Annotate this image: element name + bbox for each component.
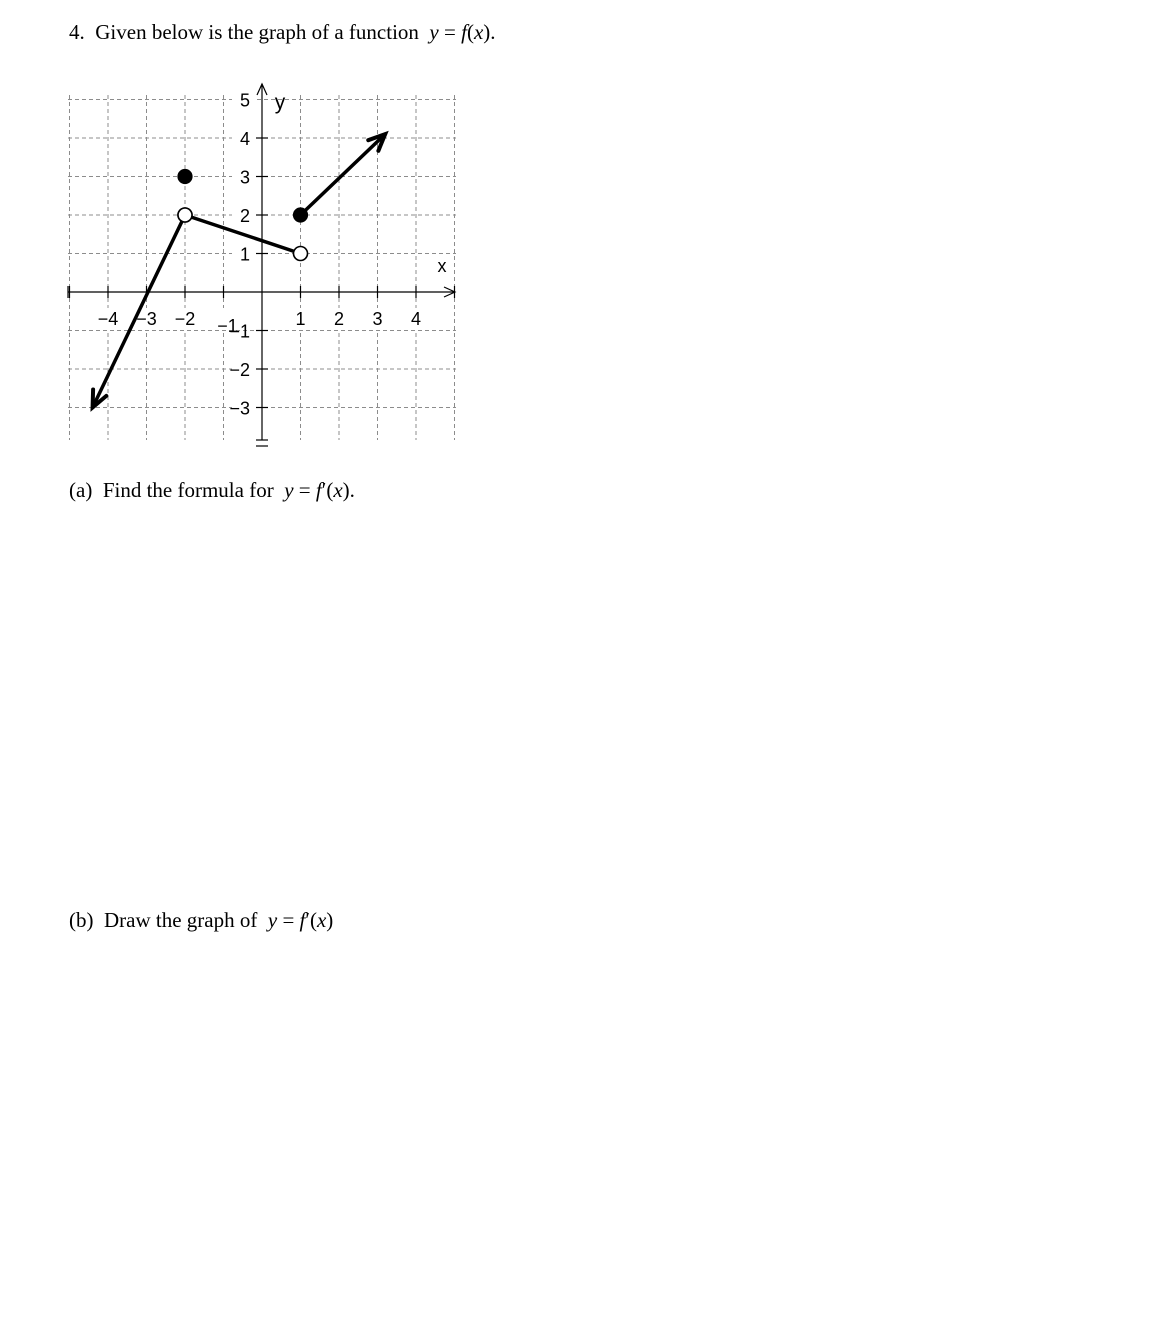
isolated-point bbox=[178, 170, 192, 184]
y-tick-label: 4 bbox=[239, 129, 250, 149]
x-tick-label: 2 bbox=[333, 309, 345, 329]
part-a-text: Find the formula for bbox=[102, 478, 274, 502]
part-b-line bbox=[69, 908, 333, 933]
x-tick-label: 1 bbox=[295, 309, 306, 329]
y-tick-label: 2 bbox=[239, 206, 250, 226]
x-tick-label: −4 bbox=[97, 309, 119, 329]
y-tick-label: 5 bbox=[239, 90, 250, 111]
x-tick-label: −2 bbox=[174, 309, 196, 329]
y-tick-label: 1 bbox=[239, 244, 250, 265]
part-b-label: (b) bbox=[69, 908, 94, 932]
closed-endpoint bbox=[294, 208, 308, 222]
question-math: y = f(x). bbox=[429, 20, 496, 44]
part-b-text: Draw the graph of bbox=[104, 908, 258, 932]
question-text: Given below is the graph of a function bbox=[95, 20, 419, 44]
x-tick-label: −1 bbox=[217, 316, 238, 336]
open-endpoint bbox=[294, 247, 308, 261]
part-a-line bbox=[69, 478, 355, 503]
x-tick-label: 4 bbox=[410, 309, 422, 329]
function-graph bbox=[0, 0, 520, 460]
x-tick-label: 3 bbox=[372, 309, 383, 329]
y-axis-label: y bbox=[274, 91, 286, 114]
part-a-label: (a) bbox=[69, 478, 93, 502]
x-tick-label: −3 bbox=[136, 309, 157, 329]
open-endpoint bbox=[178, 208, 192, 222]
y-tick-label: −1 bbox=[229, 321, 250, 342]
part-b-math: y = f′(x) bbox=[267, 908, 334, 932]
part-a-math: y = f′(x). bbox=[284, 478, 355, 502]
y-tick-label: 3 bbox=[239, 167, 250, 188]
y-tick-label: −2 bbox=[229, 360, 250, 380]
question-number: 4. bbox=[69, 20, 85, 44]
y-tick-label: −3 bbox=[229, 398, 250, 419]
x-axis-label: x bbox=[437, 256, 447, 276]
graph-right-ray bbox=[301, 134, 386, 215]
